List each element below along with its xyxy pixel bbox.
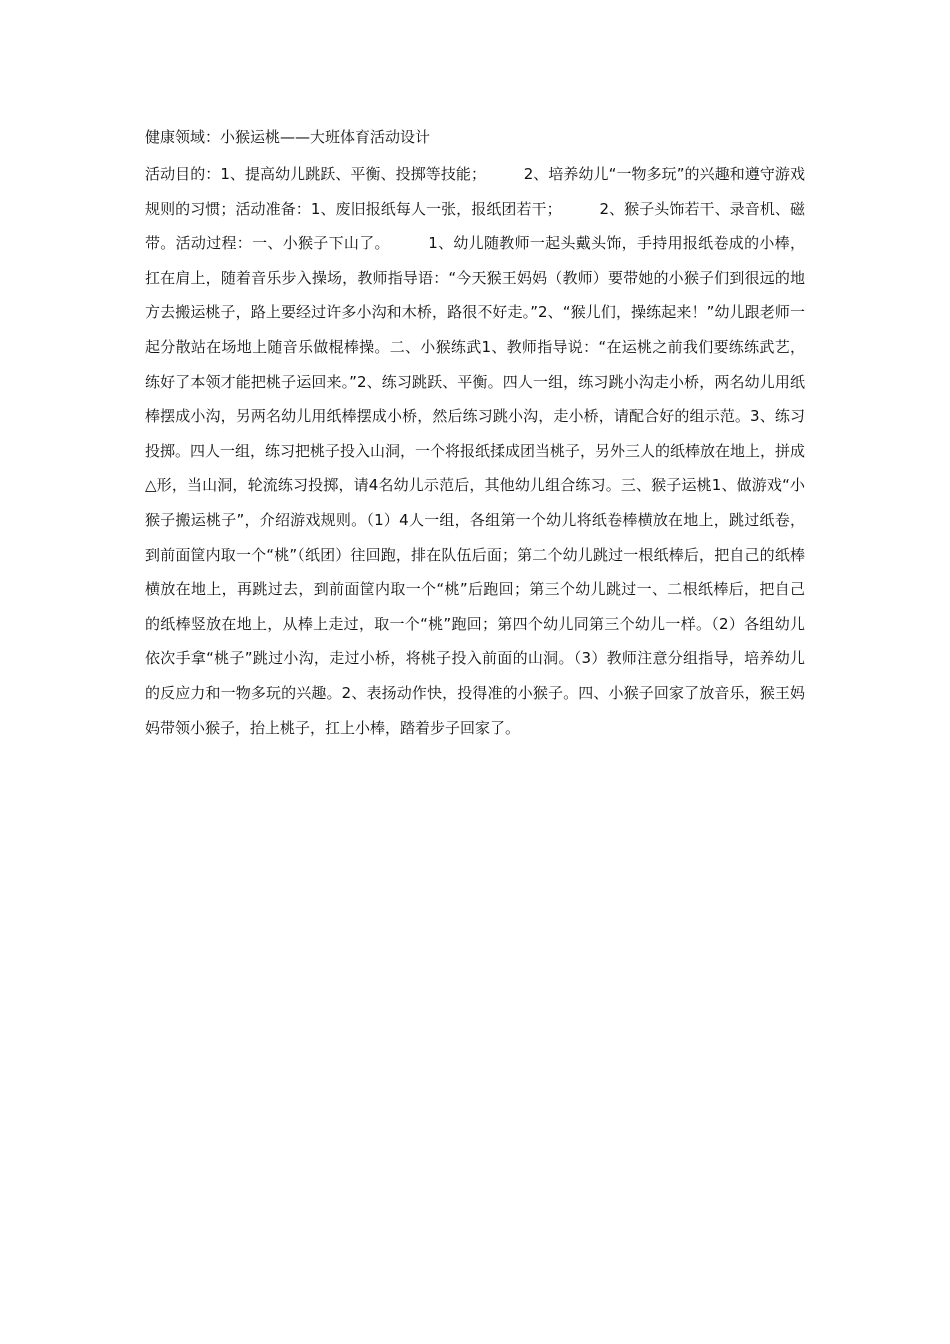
document-body: 活动目的：1、提高幼儿跳跃、平衡、投掷等技能； 2、培养幼儿“一物多玩”的兴趣和遵守游戏规则的习惯；活动准备：1、废旧报纸每人一张，报纸团若干； 2、猴子头饰若干、录音机、磁带。活动过程：一、小猴子下山了。 1、幼儿随教师一起头戴头饰，手持用报纸卷成的小棒，扛在肩上，随着音乐步入操场，教师指导语：“今天猴王妈妈（教师）要带她的小猴子们到很远的地方去搬运桃子，路上要经过许多小沟和木桥，路很不好走。”2、“猴儿们，操练起来！”幼儿跟老师一起分散站在场地上随音乐做棍棒操。二、小猴练武1、教师指导说：“在运桃之前我们要练练武艺，练好了本领才能把桃子运回来。”2、练习跳跃、平衡。四人一组，练习跳小沟走小桥，两名幼儿用纸棒摆成小沟，另两名幼儿用纸棒摆成小桥，然后练习跳小沟，走小桥，请配合好的组示范。3、练习投掷。四人一组，练习把桃子投入山洞，一个将报纸揉成团当桃子，另外三人的纸棒放在地上，拼成△形，当山洞，轮流练习投掷，请4名幼儿示范后，其他幼儿组合练习。三、猴子运桃1、做游戏“小猴子搬运桃子”，介绍游戏规则。（1）4人一组，各组第一个幼儿将纸卷棒横放在地上，跳过纸卷，到前面筐内取一个“桃”（纸团）往回跑，排在队伍后面；第二个幼儿跳过一根纸棒后，把自己的纸棒横放在地上，再跳过去，到前面筐内取一个“桃”后跑回；第三个幼儿跳过一、二根纸棒后，把自己的纸棒竖放在地上，从棒上走过，取一个“桃”跑回；第四个幼儿同第三个幼儿一样。（2）各组幼儿依次手拿“桃子”跳过小沟，走过小桥，将桃子投入前面的山洞。（3）教师注意分组指导，培养幼儿的反应力和一物多玩的兴趣。2、表扬动作快，投得准的小猴子。四、小猴子回家了放音乐，猴王妈妈带领小猴子，抬上桃子，扛上小棒，踏着步子回家了。	[145, 165, 806, 737]
document-content	[145, 123, 805, 745]
document-title: 健康领域：小猴运桃——大班体育活动设计	[145, 128, 431, 146]
